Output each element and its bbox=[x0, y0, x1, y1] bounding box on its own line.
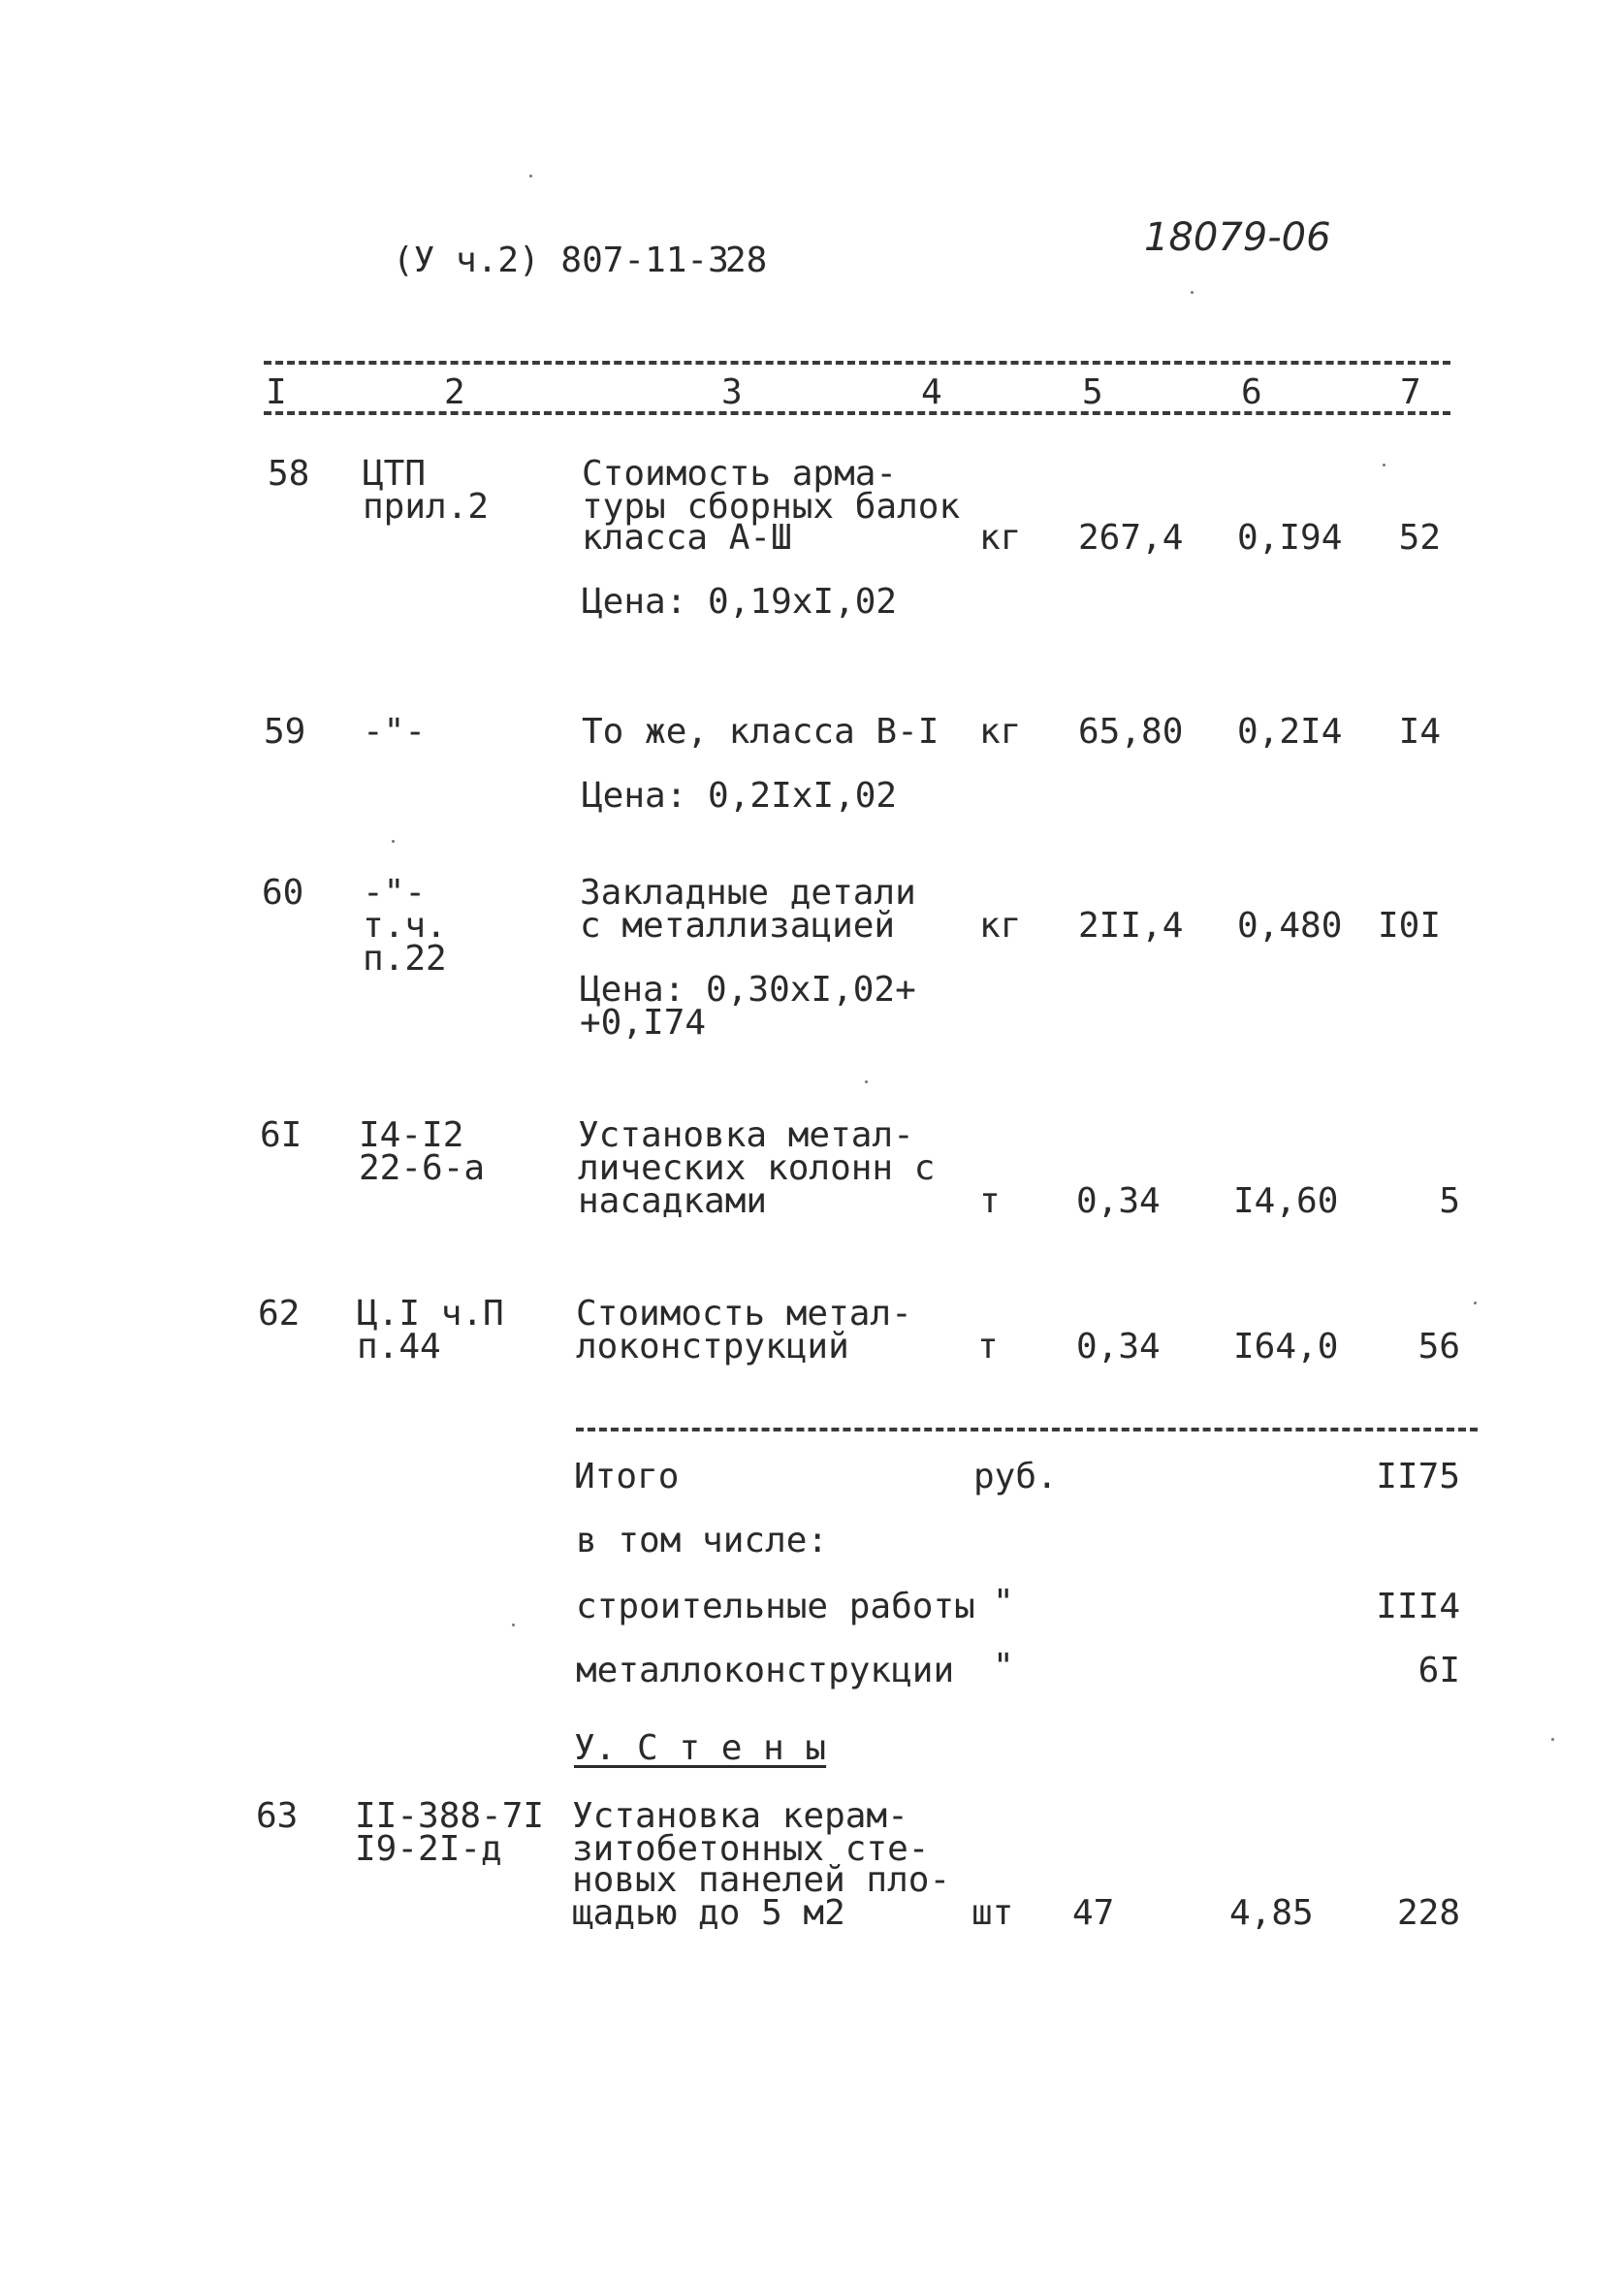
row-number: 59 bbox=[264, 712, 306, 752]
row-unit-cost: I4,60 bbox=[1233, 1181, 1339, 1221]
summary-total-unit: руб. bbox=[973, 1457, 1058, 1496]
row-total: 5 bbox=[1439, 1181, 1460, 1221]
column-header-7: 7 bbox=[1400, 372, 1421, 412]
row-reference: п.22 bbox=[363, 939, 447, 979]
row-number: 60 bbox=[262, 873, 304, 913]
summary-total-value: II75 bbox=[1376, 1457, 1460, 1496]
row-total: 52 bbox=[1398, 518, 1441, 558]
row-description: Закладные детали bbox=[580, 873, 916, 913]
row-price-formula: Цена: 0,2IхI,02 bbox=[582, 776, 898, 816]
row-number: 63 bbox=[256, 1796, 299, 1836]
row-quantity: 47 bbox=[1072, 1893, 1115, 1933]
row-price-formula: +0,I74 bbox=[580, 1003, 707, 1043]
scan-speck bbox=[529, 175, 532, 177]
scan-speck bbox=[1474, 1302, 1477, 1304]
row-description: Стоимость метал- bbox=[576, 1294, 912, 1334]
row-quantity: 267,4 bbox=[1078, 518, 1184, 558]
summary-rule bbox=[576, 1428, 1478, 1431]
row-description: Стоимость арма- bbox=[582, 454, 898, 494]
column-header-3: 3 bbox=[721, 372, 743, 412]
row-description: локонструкций bbox=[576, 1327, 849, 1367]
summary-item-label: металлоконструкции bbox=[576, 1651, 955, 1690]
row-description: щадью до 5 м2 bbox=[572, 1893, 845, 1933]
summary-item-value: III4 bbox=[1376, 1587, 1460, 1626]
row-reference: -"- bbox=[363, 712, 427, 752]
summary-item-label: строительные работы bbox=[576, 1587, 975, 1626]
row-price-formula: Цена: 0,30хI,02+ bbox=[580, 970, 916, 1010]
row-reference: I9-2I-д bbox=[355, 1829, 502, 1869]
row-description: туры сборных балок bbox=[582, 487, 961, 527]
row-quantity: 2II,4 bbox=[1078, 906, 1184, 946]
row-reference: т.ч. bbox=[363, 906, 447, 946]
scan-speck bbox=[512, 1624, 515, 1626]
scan-speck bbox=[1191, 291, 1194, 294]
row-unit: кг bbox=[979, 712, 1022, 752]
row-description: зитобетонных сте- bbox=[572, 1829, 930, 1869]
column-header-5: 5 bbox=[1082, 372, 1103, 412]
registration-number: 18079-06 bbox=[1144, 215, 1331, 260]
summary-item-unit: " bbox=[993, 1583, 1014, 1623]
row-reference: ЦТП bbox=[363, 454, 427, 494]
table-top-rule bbox=[264, 361, 1450, 365]
row-reference: -"- bbox=[363, 873, 427, 913]
row-unit: кг bbox=[979, 518, 1022, 558]
row-description: с металлизацией bbox=[580, 906, 896, 946]
column-header-6: 6 bbox=[1241, 372, 1262, 412]
row-unit-cost: 0,2I4 bbox=[1237, 712, 1343, 752]
row-total: I4 bbox=[1398, 712, 1441, 752]
row-total: I0I bbox=[1377, 906, 1441, 946]
row-reference: прил.2 bbox=[363, 487, 490, 527]
row-unit-cost: 0,480 bbox=[1237, 906, 1343, 946]
row-reference: II-388-7I bbox=[355, 1796, 545, 1836]
row-unit-cost: 0,I94 bbox=[1237, 518, 1343, 558]
scan-speck bbox=[392, 840, 395, 843]
row-description: Установка керам- bbox=[572, 1796, 908, 1836]
row-number: 58 bbox=[268, 454, 310, 494]
row-number: 6I bbox=[260, 1115, 303, 1155]
column-header-4: 4 bbox=[921, 372, 942, 412]
row-reference: п.44 bbox=[357, 1327, 441, 1367]
column-header-1: I bbox=[266, 372, 287, 412]
row-quantity: 0,34 bbox=[1076, 1327, 1161, 1367]
row-unit: шт bbox=[971, 1893, 1014, 1933]
row-unit: т bbox=[979, 1181, 1001, 1221]
table-header-rule bbox=[264, 411, 1450, 415]
row-total: 56 bbox=[1417, 1327, 1460, 1367]
row-description: класса А-Ш bbox=[582, 518, 792, 558]
row-description: новых панелей пло- bbox=[572, 1860, 951, 1900]
row-quantity: 0,34 bbox=[1076, 1181, 1161, 1221]
row-total: 228 bbox=[1396, 1893, 1460, 1933]
page-number: 28 bbox=[725, 241, 768, 280]
row-description: То же, класса В-I bbox=[582, 712, 939, 752]
row-quantity: 65,80 bbox=[1078, 712, 1184, 752]
row-reference: 22-6-а bbox=[359, 1148, 486, 1188]
summary-item-value: 6I bbox=[1417, 1651, 1460, 1690]
row-reference: Ц.I ч.П bbox=[357, 1294, 504, 1334]
row-description: лических колонн с bbox=[578, 1148, 936, 1188]
row-price-formula: Цена: 0,19хI,02 bbox=[582, 582, 898, 622]
scan-speck bbox=[865, 1080, 868, 1083]
row-number: 62 bbox=[258, 1294, 301, 1334]
summary-total-label: Итого bbox=[574, 1457, 680, 1496]
section-title: У. С т е н ы bbox=[574, 1728, 827, 1768]
summary-including-label: в том числе: bbox=[576, 1521, 829, 1560]
scan-speck bbox=[1551, 1738, 1554, 1741]
scan-speck bbox=[1383, 464, 1385, 466]
row-unit: кг bbox=[979, 906, 1022, 946]
document-code: (У ч.2) 807-11-3 bbox=[393, 241, 729, 280]
row-unit: т bbox=[977, 1327, 999, 1367]
row-reference: I4-I2 bbox=[359, 1115, 464, 1155]
row-description: насадками bbox=[578, 1181, 768, 1221]
row-description: Установка метал- bbox=[578, 1115, 914, 1155]
summary-item-unit: " bbox=[993, 1647, 1014, 1687]
row-unit-cost: I64,0 bbox=[1233, 1327, 1339, 1367]
column-header-2: 2 bbox=[444, 372, 465, 412]
row-unit-cost: 4,85 bbox=[1229, 1893, 1314, 1933]
